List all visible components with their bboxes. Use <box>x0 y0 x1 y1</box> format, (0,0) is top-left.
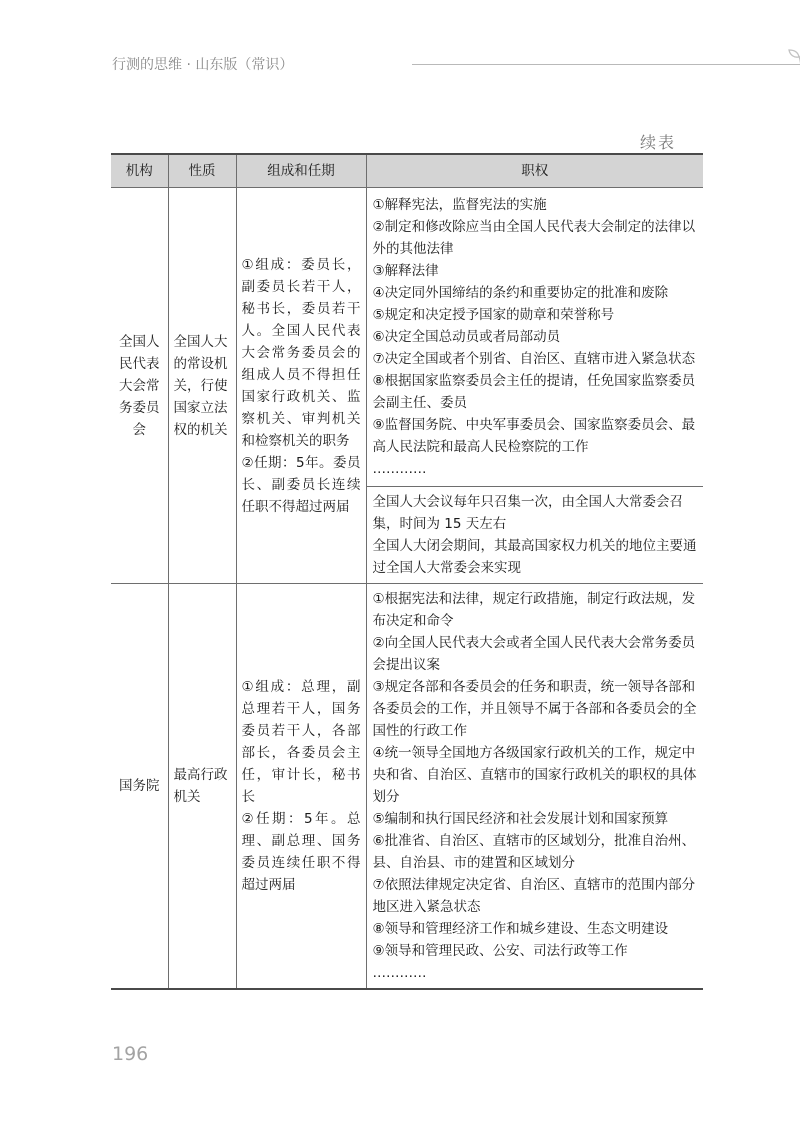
composition-cell <box>236 584 366 990</box>
org-cell: 全国人民代表大会常务委员会 <box>111 188 168 584</box>
column-header-org: 机构 <box>111 154 168 188</box>
page-number: 196 <box>112 1043 149 1065</box>
table-row-npc-standing-committee <box>111 188 703 487</box>
power-item: ⑤规定和决定授予国家的勋章和荣誉称号 <box>372 307 615 323</box>
power-item: ①解释宪法，监督宪法的实施 <box>372 197 547 213</box>
power-item: ③解释法律 <box>372 263 439 279</box>
power-item: ②向全国人民代表大会或者全国人民代表大会常务委员会提出议案 <box>372 635 696 673</box>
power-item: ⑥决定全国总动员或者局部动员 <box>372 329 561 345</box>
power-item: ⑥批准省、自治区、直辖市的区域划分，批准自治州、县、自治县、市的建置和区域划分 <box>372 833 696 871</box>
notes-cell <box>366 487 703 584</box>
column-header-nature: 性质 <box>168 154 236 188</box>
continued-table-label: 续表 <box>639 133 676 152</box>
power-item: ⑨监督国务院、中央军事委员会、国家监察委员会、最高人民法院和最高人民检察院的工作 <box>372 417 696 455</box>
nature-cell: 最高行政机关 <box>168 584 236 990</box>
composition-item: ①组成：总理，副总理若干人，国务委员若干人，各部部长，各委员会主任，审计长，秘书长 <box>241 679 361 805</box>
powers-table <box>111 153 703 990</box>
power-item: ⑧根据国家监察委员会主任的提请，任免国家监察委员会副主任、委员 <box>372 373 696 411</box>
power-item: ②制定和修改除应当由全国人民代表大会制定的法律以外的其他法律 <box>372 219 696 257</box>
power-item: ⑦决定全国或者个别省、自治区、直辖市进入紧急状态 <box>372 351 696 367</box>
power-item: ⑨领导和管理民政、公安、司法行政等工作 <box>372 943 628 959</box>
composition-item: ①组成：委员长，副委员长若干人，秘书长，委员若干人。全国人民代表大会常务委员会的组成人员不得担任国家行政机关、监察机关、审判机关和检察机关的职务 <box>241 256 361 449</box>
table-header-row <box>111 154 703 188</box>
running-header <box>112 52 712 76</box>
sprout-icon <box>788 48 800 70</box>
column-header-composition: 组成和任期 <box>236 154 366 188</box>
power-item: ………… <box>372 461 427 477</box>
power-item: ⑤编制和执行国民经济和社会发展计划和国家预算 <box>372 811 669 827</box>
table-row-state-council <box>111 584 703 990</box>
composition-item: ②任期：5年。总理、副总理、国务委员连续任职不得超过两届 <box>241 811 361 893</box>
power-item: ⑧领导和管理经济工作和城乡建设、生态文明建设 <box>372 921 669 937</box>
running-title: 行测的思维 · 山东版（常识） <box>112 57 294 73</box>
powers-cell <box>366 584 703 990</box>
column-header-powers: 职权 <box>366 154 703 188</box>
power-item: ⑦依照法律规定决定省、自治区、直辖市的范围内部分地区进入紧急状态 <box>372 877 696 915</box>
note-item: 全国人大闭会期间，其最高国家权力机关的地位主要通过全国人大常委会来实现 <box>372 538 697 576</box>
org-cell: 国务院 <box>111 584 168 990</box>
composition-cell <box>236 188 366 584</box>
note-item: 全国人大会议每年只召集一次，由全国人大常委会召集，时间为 15 天左右 <box>372 494 683 532</box>
power-item: ①根据宪法和法律，规定行政措施，制定行政法规，发布决定和命令 <box>372 591 696 629</box>
power-item: ④决定同外国缔结的条约和重要协定的批准和废除 <box>372 285 669 301</box>
composition-item: ②任期：5年。委员长、副委员长连续任职不得超过两届 <box>241 454 361 515</box>
power-item: ④统一领导全国地方各级国家行政机关的工作，规定中央和省、自治区、直辖市的国家行政机关的职权的具体划分 <box>372 745 697 805</box>
power-item: ………… <box>372 965 427 981</box>
powers-cell <box>366 188 703 487</box>
header-rule <box>412 64 800 65</box>
power-item: ③规定各部和各委员会的任务和职责，统一领导各部和各委员会的工作，并且领导不属于各部和各委员会的全国性的行政工作 <box>372 679 697 739</box>
nature-cell: 全国人大的常设机关，行使国家立法权的机关 <box>168 188 236 584</box>
